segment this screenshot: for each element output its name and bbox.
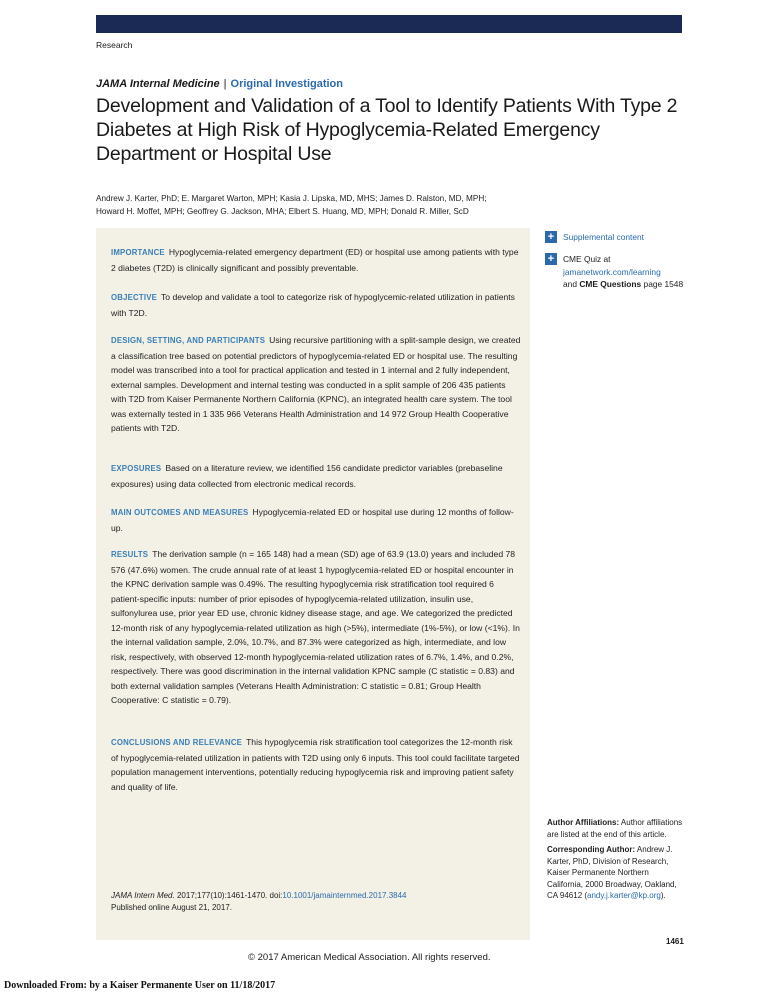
plus-icon: + (545, 231, 557, 243)
supplemental-label[interactable]: Supplemental content (563, 232, 645, 242)
affiliations-paragraph (547, 817, 685, 840)
abstract-objective (111, 290, 521, 320)
journal-separator: | (223, 78, 227, 90)
outcomes-text: Hypoglycemia-related ED or hospital use during 12 months of follow-up. (111, 507, 514, 533)
importance-text: Hypoglycemia-related emergency department (ED) or hospital use among patients with type 2 diabetes (T2D) is clinically significant and possibly preventable. (111, 247, 519, 273)
copyright: © 2017 American Medical Association. All rights reserved. (248, 952, 491, 963)
cme-questions: CME Questions (579, 279, 642, 289)
citation-line (111, 890, 521, 902)
cme-page: page 1548 (643, 279, 684, 289)
download-notice: Downloaded From: by a Kaiser Permanente User on 11/18/2017 (4, 980, 276, 991)
conclusions-text: This hypoglycemia risk stratification tool categorizes the 12-month risk of hypoglycemia-related utilization in patients with T2D using only 6 inputs. This tool could facilitate targeted population management interventions, potentially reducing hypoglycemia risk and improving patient safety and quality of life. (111, 737, 520, 792)
conclusions-heading: CONCLUSIONS AND RELEVANCE (111, 738, 243, 747)
author-line-1: Andrew J. Karter, PhD; E. Margaret Warton, MPH; Kasia J. Lipska, MD, MHS; James D. Ralston, MD, MPH; (96, 194, 487, 203)
citation-ref: 2017;177(10):1461-1470. doi: (176, 891, 283, 900)
email-link[interactable]: andy.j.karter@kp.org (587, 891, 661, 900)
importance-heading: IMPORTANCE (111, 248, 165, 257)
abstract-exposures (111, 461, 521, 491)
page-number: 1461 (666, 937, 684, 946)
corresponding-heading: Corresponding Author: (547, 845, 636, 854)
journal-name: JAMA Internal Medicine (96, 78, 220, 90)
corresponding-author: Corresponding Author: Andrew J. Karter, PhD, Division of Research, Kaiser Permanente Northern California, 2000 Broadway, Oakland, CA 94612 (andy.j.karter@kp.org). (547, 845, 677, 900)
cme-quiz (545, 253, 685, 291)
cme-questions-line: and CME Questions page 1548 (563, 279, 684, 289)
abstract-importance (111, 245, 521, 275)
design-text: Using recursive partitioning with a split-sample design, we created a classification tree based on potential predictors of hypoglycemia-related ED or hospital use. The resulting model was transcribed into a tool for practical application and tested in 1 internal and 2 fully independent, external samples. Development and internal testing was conducted in a split sample of 206 435 patients with T2D from Kaiser Permanente Northern California (KPNC), an integrated health care system. The tool was externally tested in 1 335 966 Veterans Health Administration and 14 972 Group Health Cooperative patients with T2D. (111, 335, 521, 433)
affiliations-text: Author affiliations are listed at the end of this article. (547, 818, 683, 839)
abstract-design (111, 333, 521, 436)
results-text: The derivation sample (n = 165 148) had a mean (SD) age of 63.9 (13.0) years and included 78 576 (47.6%) women. The crude annual rate of at least 1 hypoglycemia-related ED or hospital encounter in the KPNC derivation sample was 0.49%. The resulting hypoglycemia risk stratification tool required 6 patient-specific inputs: number of prior episodes of hypoglycemia-related utilization, insulin use, sulfonylurea use, prior year ED use, chronic kidney disease stage, and age. We categorized the predicted 12-month risk of any hypoglycemia-related utilization as high (>5%), intermediate (1%-5%), or low (<1%). In the internal validation sample, 2.0%, 10.7%, and 87.3% were categorized as high, intermediate, and low risk, respectively, with observed 12-month hypoglycemia-related utilization rates of 6.7%, 1.4%, and 0.2%, respectively. There was good discrimination in the internal validation KPNC sample (C statistic = 0.83) and both external validation samples (Veterans Health Administration: C statistic = 0.81; Group Health Cooperative: C statistic = 0.79). (111, 549, 520, 705)
cme-quiz-label: CME Quiz at (563, 254, 611, 264)
citation (111, 890, 521, 914)
outcomes-heading: MAIN OUTCOMES AND MEASURES (111, 508, 249, 517)
article-type: Original Investigation (230, 78, 343, 90)
article-title: Development and Validation of a Tool to Identify Patients With Type 2 Diabetes at High Risk of Hypoglycemia-Related Emergency Department or Hospital Use (96, 95, 678, 165)
affiliations-heading: Author Affiliations: (547, 818, 620, 827)
design-heading: DESIGN, SETTING, AND PARTICIPANTS (111, 336, 266, 345)
plus-icon: + (545, 253, 557, 265)
abstract (96, 228, 530, 940)
author-list (96, 192, 536, 218)
header-bar (96, 15, 682, 33)
exposures-text: Based on a literature review, we identified 156 candidate predictor variables (prebaseline exposures) using data collected from electronic medical records. (111, 463, 503, 489)
supplemental-content-link[interactable] (545, 231, 685, 244)
author-affiliations (547, 817, 685, 906)
results-heading: RESULTS (111, 550, 149, 559)
journal-line (96, 78, 343, 90)
doi-link[interactable]: 10.1001/jamainternmed.2017.3844 (282, 891, 407, 900)
objective-text: To develop and validate a tool to categorize risk of hypoglycemic-related utilization in patients with T2D. (111, 292, 515, 318)
abstract-results (111, 547, 521, 708)
cme-link[interactable]: jamanetwork.com/learning (563, 266, 661, 277)
exposures-heading: EXPOSURES (111, 464, 162, 473)
abstract-conclusions (111, 735, 521, 794)
objective-heading: OBJECTIVE (111, 293, 157, 302)
citation-journal: JAMA Intern Med. (111, 891, 175, 900)
section-label: Research (96, 40, 133, 50)
published-online: Published online August 21, 2017. (111, 903, 232, 912)
corresponding-text: Andrew J. Karter, PhD, Division of Research, Kaiser Permanente Northern California, 2000 Broadway, Oakland, CA 94612 ( (547, 845, 677, 900)
abstract-outcomes (111, 505, 521, 535)
author-line-2: Howard H. Moffet, MPH; Geoffrey G. Jackson, MHA; Elbert S. Huang, MD, MPH; Donald R. Miller, ScD (96, 207, 469, 216)
